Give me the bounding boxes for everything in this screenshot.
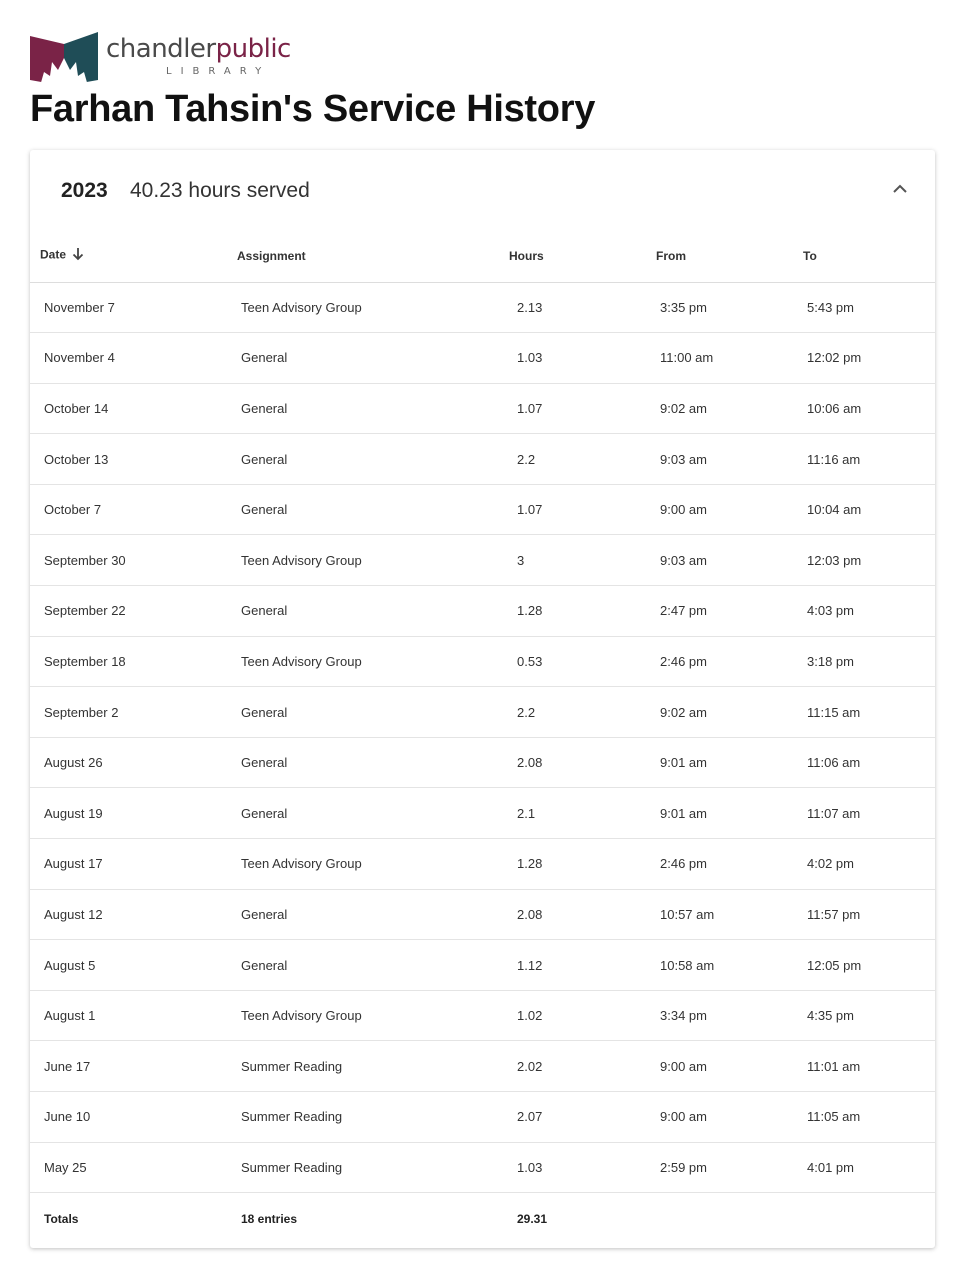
cell-to: 11:01 am	[807, 1058, 861, 1074]
cell-assignment: General	[241, 400, 288, 416]
cell-hours: 2.2	[517, 704, 536, 720]
cell-to: 4:35 pm	[807, 1008, 854, 1024]
table-row	[30, 1092, 935, 1143]
cell-assignment: Teen Advisory Group	[241, 299, 362, 315]
table-row	[30, 1142, 935, 1193]
cell-hours: 2.08	[517, 755, 543, 771]
page-title: Farhan Tahsin's Service History	[30, 88, 596, 130]
library-logo[interactable]	[30, 30, 290, 88]
cell-assignment: General	[241, 502, 288, 518]
table-row	[30, 1041, 935, 1092]
service-history-card	[30, 150, 935, 1248]
cell-date: August 12	[44, 906, 103, 922]
cell-to: 10:06 am	[807, 400, 862, 416]
cell-hours: 2.2	[517, 451, 536, 467]
cell-assignment: Summer Reading	[241, 1159, 343, 1175]
cell-date: October 7	[44, 502, 102, 518]
table-row	[30, 940, 935, 991]
cell-assignment: General	[241, 805, 288, 821]
year-label: 2023	[61, 179, 108, 202]
cell-date: August 5	[44, 957, 96, 973]
column-header-date[interactable]: Date	[30, 230, 227, 282]
table-row	[30, 889, 935, 940]
cell-date: August 26	[44, 755, 103, 771]
cell-from: 2:59 pm	[660, 1159, 707, 1175]
hours-served-label: 40.23 hours served	[130, 179, 310, 202]
table-row	[30, 484, 935, 535]
cell-date: August 1	[44, 1008, 96, 1024]
cell-to: 12:02 pm	[807, 350, 862, 366]
cell-date: September 2	[44, 704, 119, 720]
table-row	[30, 737, 935, 788]
cell-assignment: General	[241, 704, 288, 720]
cell-to: 5:43 pm	[807, 299, 854, 315]
table-row	[30, 535, 935, 586]
totals-hours: 29.31	[517, 1211, 548, 1226]
cell-to: 11:07 am	[807, 805, 861, 821]
table-row	[30, 788, 935, 839]
cell-date: November 7	[44, 299, 115, 315]
cell-from: 3:35 pm	[660, 299, 707, 315]
cell-date: November 4	[44, 350, 115, 366]
cell-from: 2:46 pm	[660, 856, 707, 872]
totals-label: Totals	[44, 1211, 79, 1226]
totals-entries: 18 entries	[241, 1211, 298, 1226]
cell-date: September 30	[44, 552, 126, 568]
cell-to: 4:02 pm	[807, 856, 854, 872]
library-logo-wordmark: chandlerpublic	[106, 34, 291, 64]
table-row	[30, 586, 935, 637]
table-row	[30, 636, 935, 687]
table-row	[30, 282, 935, 333]
cell-assignment: Teen Advisory Group	[241, 856, 362, 872]
totals-empty-from	[646, 1193, 793, 1245]
arrow-down-icon	[72, 247, 84, 264]
cell-date: August 19	[44, 805, 103, 821]
cell-to: 11:57 pm	[807, 906, 861, 922]
totals-empty-to	[793, 1193, 935, 1245]
cell-from: 2:47 pm	[660, 603, 707, 619]
table-row	[30, 383, 935, 434]
cell-date: September 22	[44, 603, 126, 619]
column-header-from[interactable]: From	[656, 248, 686, 263]
cell-assignment: Summer Reading	[241, 1058, 343, 1074]
cell-to: 11:06 am	[807, 755, 861, 771]
cell-hours: 2.13	[517, 299, 543, 315]
cell-date: August 17	[44, 856, 103, 872]
cell-to: 11:16 am	[807, 451, 861, 467]
cell-hours: 1.28	[517, 856, 543, 872]
cell-to: 11:05 am	[807, 1109, 861, 1125]
cell-hours: 1.02	[517, 1008, 543, 1024]
cell-assignment: General	[241, 957, 288, 973]
cell-hours: 2.1	[517, 805, 536, 821]
cell-from: 9:00 am	[660, 1058, 707, 1074]
cell-hours: 1.07	[517, 400, 543, 416]
cell-to: 11:15 am	[807, 704, 861, 720]
cell-to: 3:18 pm	[807, 653, 854, 669]
table-row	[30, 839, 935, 890]
cell-hours: 2.08	[517, 906, 543, 922]
totals-row	[30, 1193, 935, 1245]
cell-from: 11:00 am	[660, 350, 714, 366]
chevron-up-icon[interactable]	[887, 176, 913, 202]
cell-assignment: Teen Advisory Group	[241, 653, 362, 669]
cell-assignment: General	[241, 603, 288, 619]
cell-assignment: Teen Advisory Group	[241, 1008, 362, 1024]
table-row	[30, 333, 935, 384]
cell-hours: 3	[517, 552, 525, 568]
cell-date: October 14	[44, 400, 109, 416]
cell-from: 10:58 am	[660, 957, 715, 973]
cell-hours: 1.03	[517, 350, 543, 366]
cell-assignment: General	[241, 906, 288, 922]
cell-from: 9:02 am	[660, 400, 707, 416]
cell-assignment: General	[241, 755, 288, 771]
cell-from: 10:57 am	[660, 906, 715, 922]
library-logo-subtitle: LIBRARY	[166, 66, 271, 77]
cell-date: May 25	[44, 1159, 87, 1175]
service-history-table	[30, 230, 935, 1245]
cell-from: 9:01 am	[660, 805, 707, 821]
cell-date: June 17	[44, 1058, 91, 1074]
table-row	[30, 434, 935, 485]
cell-hours: 2.07	[517, 1109, 543, 1125]
cell-to: 4:03 pm	[807, 603, 854, 619]
cell-to: 12:05 pm	[807, 957, 862, 973]
cell-assignment: General	[241, 350, 288, 366]
cell-assignment: Teen Advisory Group	[241, 552, 362, 568]
cell-from: 9:02 am	[660, 704, 707, 720]
cell-date: October 13	[44, 451, 109, 467]
cell-from: 9:03 am	[660, 552, 707, 568]
cell-from: 9:00 am	[660, 1109, 707, 1125]
table-header-row	[30, 230, 935, 282]
year-summary-header[interactable]	[30, 150, 935, 230]
cell-assignment: General	[241, 451, 288, 467]
cell-assignment: Summer Reading	[241, 1109, 343, 1125]
cell-hours: 1.12	[517, 957, 543, 973]
library-logo-mark	[30, 32, 98, 86]
cell-from: 2:46 pm	[660, 653, 707, 669]
cell-hours: 1.28	[517, 603, 543, 619]
cell-hours: 1.03	[517, 1159, 543, 1175]
cell-date: September 18	[44, 653, 126, 669]
cell-from: 9:03 am	[660, 451, 707, 467]
cell-hours: 0.53	[517, 653, 543, 669]
table-row	[30, 687, 935, 738]
cell-date: June 10	[44, 1109, 91, 1125]
cell-from: 9:00 am	[660, 502, 707, 518]
column-header-assignment[interactable]: Assignment	[237, 248, 306, 263]
cell-to: 4:01 pm	[807, 1159, 854, 1175]
cell-from: 9:01 am	[660, 755, 707, 771]
cell-hours: 2.02	[517, 1058, 543, 1074]
cell-to: 12:03 pm	[807, 552, 862, 568]
column-header-to[interactable]: To	[803, 248, 817, 263]
table-row	[30, 990, 935, 1041]
cell-from: 3:34 pm	[660, 1008, 707, 1024]
cell-hours: 1.07	[517, 502, 543, 518]
cell-to: 10:04 am	[807, 502, 862, 518]
column-header-hours[interactable]: Hours	[509, 248, 544, 263]
